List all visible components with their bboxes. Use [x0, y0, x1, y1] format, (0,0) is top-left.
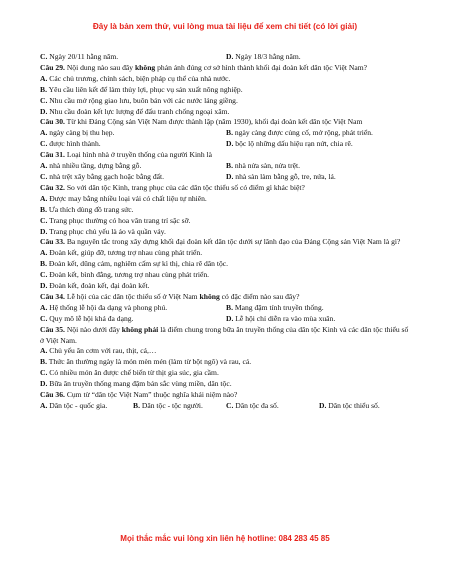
- q33-option-d: D. Đoàn kết, đoàn kết, đại đoàn kết.: [40, 281, 150, 291]
- q36-options: [40, 401, 412, 412]
- q32-option-d: D. Trang phục chủ yếu là áo và quần váy.: [40, 226, 166, 236]
- q31-option-d: D. nhà sàn làm bằng gỗ, tre, nứa, lá.: [226, 171, 336, 181]
- q32-option-a: A. Được may bằng nhiều loại vải có chất liệu tự nhiên.: [40, 193, 207, 203]
- question-32: Câu 32. So với dân tộc Kinh, trang phục của các dân tộc thiểu số có điểm gì khác biệt?: [40, 182, 305, 192]
- q35-option-d: D. Bữa ăn truyền thống mang đậm bản sắc vùng miền, dân tộc.: [40, 379, 232, 389]
- q31-option-c: C. nhà trệt xây bằng gạch hoặc bằng đất.: [40, 171, 165, 181]
- question-35: Câu 35. Nội nào dưới đây không phải là điểm chung trong bữa ăn truyền thống của dân tộc Kinh và các dân tộc thiểu số ở Việt Nam.: [40, 324, 409, 345]
- option-c: C. Ngày 20/11 hằng năm.: [40, 52, 119, 61]
- q31-options-ab: [40, 161, 412, 172]
- question-36: Câu 36. Cụm từ “dân tộc Việt Nam” thuộc nghĩa khái niệm nào?: [40, 390, 238, 400]
- q30-options-cd: [40, 139, 412, 150]
- q29-option-a: A. Các chủ trương, chính sách, biện pháp cụ thể của nhà nước.: [40, 73, 231, 83]
- prev-question-options: [40, 52, 412, 63]
- q31-options-cd: [40, 172, 412, 183]
- q36-option-a: A. Dân tộc - quốc gia.: [40, 401, 108, 410]
- q34-option-d: D. Lễ hội chỉ diễn ra vào mùa xuân.: [226, 313, 336, 323]
- hotline-banner: Mọi thắc mắc vui lòng xin liên hệ hotline: 084 283 45 85: [120, 534, 330, 543]
- q34-option-c: C. Quy mô lễ hội khá đa dạng.: [40, 313, 134, 323]
- q29-option-d: D. Nhu cầu đoàn kết lực lượng để đấu tranh chống ngoại xâm.: [40, 106, 230, 116]
- q34-options-cd: [40, 314, 412, 325]
- q33-option-a: A. Đoàn kết, giúp đỡ, tương trợ nhau cùng phát triển.: [40, 248, 203, 258]
- question-34: Câu 34. Lễ hội của các dân tộc thiểu số ở Việt Nam không có đặc điểm nào sau đây?: [40, 291, 300, 301]
- q36-option-b: B. Dân tộc - tộc người.: [133, 401, 203, 410]
- q35-option-c: C. Có nhiều món ăn được chế biến từ thịt gia súc, gia cầm.: [40, 368, 219, 378]
- q33-option-c: C. Đoàn kết, bình đẳng, tương trợ nhau cùng phát triển.: [40, 270, 210, 280]
- q32-option-c: C. Trang phục thường có hoa văn trang trí sặc sỡ.: [40, 215, 191, 225]
- preview-banner: Đây là bản xem thử, vui lòng mua tài liệu để xem chi tiết (có lời giải): [92, 22, 358, 31]
- question-29: Câu 29. Nội dung nào sau đây không phản ánh đúng cơ sở hình thành khối đại đoàn kết dân tộc Việt Nam?: [40, 62, 368, 72]
- q30-option-c: C. được hình thành.: [40, 139, 101, 149]
- q34-option-b: B. Mang đậm tính truyền thống.: [226, 302, 324, 312]
- question-31: Câu 31. Loại hình nhà ở truyền thống của người Kinh là: [40, 150, 213, 160]
- q36-option-c: C. Dân tộc đa số.: [226, 401, 279, 410]
- q34-option-a: A. Hệ thống lễ hội đa dạng và phong phú.: [40, 302, 168, 312]
- q32-option-b: B. Ưa thích dùng đồ trang sức.: [40, 204, 134, 214]
- q34-options-ab: [40, 303, 412, 314]
- q29-option-b: B. Yêu cầu liên kết để làm thủy lợi, phục vụ sản xuất nông nghiệp.: [40, 84, 243, 94]
- q30-option-d: D. bộc lộ những dấu hiệu rạn nứt, chia rẽ.: [226, 139, 353, 149]
- document-body: [40, 52, 412, 412]
- q31-option-a: A. nhà nhiều tầng, dựng bằng gỗ.: [40, 161, 142, 171]
- question-30: Câu 30. Từ khi Đảng Cộng sản Việt Nam được thành lập (năm 1930), khối đại đoàn kết dân tộc Việt Nam: [40, 117, 363, 127]
- q30-option-b: B. ngày càng được củng cố, mở rộng, phát triển.: [226, 128, 373, 138]
- q33-option-b: B. Đoàn kết, dũng cảm, nghiêm cấm sự kì thị, chia rẽ dân tộc.: [40, 259, 229, 269]
- q30-option-a: A. ngày càng bị thu hẹp.: [40, 128, 115, 138]
- q30-options-ab: [40, 128, 412, 139]
- option-d: D. Ngày 18/3 hằng năm.: [226, 52, 301, 61]
- q36-option-d: D. Dân tộc thiểu số.: [319, 401, 380, 410]
- q35-option-b: B. Thức ăn thường ngày là món mèn mén (làm từ bột ngô) và rau, cá.: [40, 357, 252, 367]
- q29-option-c: C. Nhu cầu mở rộng giao lưu, buôn bán với các nước láng giềng.: [40, 95, 238, 105]
- question-33: Câu 33. Ba nguyên tắc trong xây dựng khối đại đoàn kết dân tộc dưới sự lãnh đạo của Đảng Cộng sản Việt Nam là gì?: [40, 237, 401, 247]
- q31-option-b: B. nhà nửa sàn, nửa trệt.: [226, 161, 301, 171]
- q35-option-a: A. Chủ yếu ăn cơm với rau, thịt, cá,…: [40, 346, 157, 356]
